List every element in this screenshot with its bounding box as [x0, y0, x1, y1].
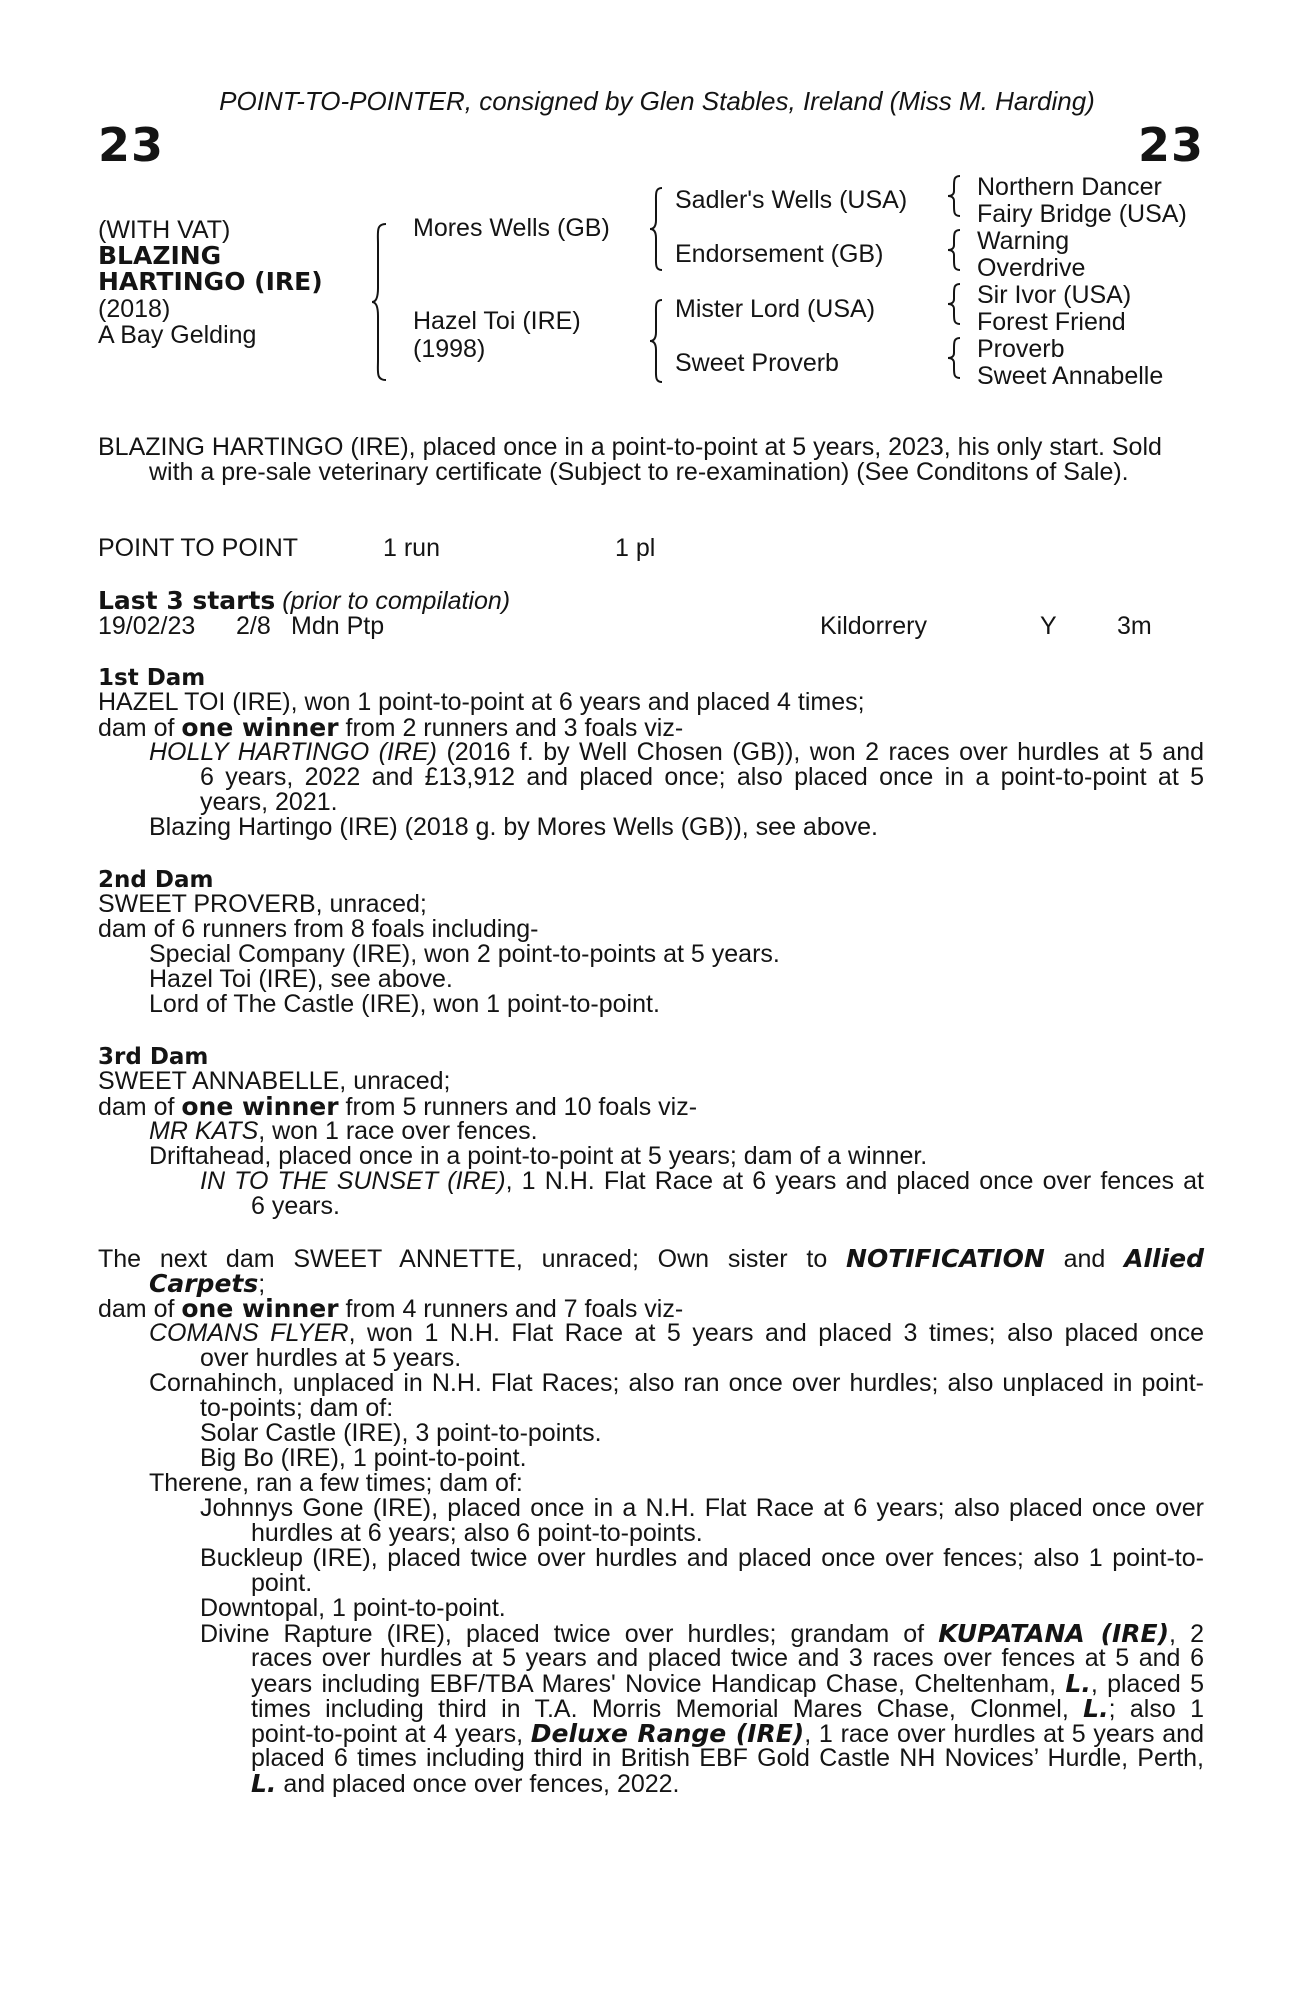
ancestor-g4: Overdrive	[977, 254, 1086, 282]
sunset-line2: 6 years.	[251, 1192, 340, 1220]
comans-line1-rest: , won 1 N.H. Flat Race at 5 years and placed 3 times; also placed once	[348, 1319, 1204, 1347]
solar-castle-line: Solar Castle (IRE), 3 point-to-points.	[200, 1419, 602, 1447]
kupatana-name: KUPATANA (IRE)	[938, 1619, 1170, 1648]
lot-number-left: 23	[98, 118, 165, 172]
catalogue-subtitle: POINT-TO-POINTER, consigned by Glen Stables, Ireland (Miss M. Harding)	[219, 86, 1095, 116]
first-dam-line1: HAZEL TOI (IRE), won 1 point-to-point at 6 years and placed 4 times;	[98, 688, 865, 716]
record-runs: 1 run	[383, 534, 440, 562]
deluxe-range-name: Deluxe Range (IRE)	[530, 1719, 805, 1748]
next-dam-intro: The next dam SWEET ANNETTE, unraced; Own sister to	[98, 1245, 847, 1273]
last-starts-title: Last 3 starts	[98, 586, 276, 615]
sire: Mores Wells (GB)	[413, 214, 610, 242]
start-going: Y	[1040, 612, 1057, 640]
horse-name-line1: BLAZING	[98, 241, 222, 270]
divine-line4-text: times including third in T.A. Morris Memorial Mares Chase, Clonmel,	[251, 1695, 1084, 1723]
vat-note: (WITH VAT)	[98, 216, 231, 244]
holly-line1	[149, 740, 1204, 765]
pedigree-brace-2a	[650, 186, 670, 272]
one-winner-emphasis: one winner	[181, 1092, 339, 1121]
second-dam-line2: dam of 6 runners from 8 foals including-	[98, 915, 539, 943]
in-to-the-sunset-name: IN TO THE SUNSET (IRE)	[200, 1167, 506, 1195]
johnnys-line1: Johnnys Gone (IRE), placed once in a N.H. Flat Race at 6 years; also placed once over	[200, 1494, 1204, 1522]
mr-kats-name: MR KATS	[149, 1117, 259, 1145]
third-dam-line1: SWEET ANNABELLE, unraced;	[98, 1067, 451, 1095]
comans-line1	[149, 1321, 1204, 1346]
divine-line5-end: , 1 race over hurdles at 5 years and	[804, 1720, 1204, 1748]
last-starts-heading	[98, 588, 510, 614]
text-dam-of: dam of	[98, 714, 182, 742]
comans-flyer-name: COMANS FLYER	[149, 1319, 349, 1347]
ancestor-g2: Fairy Bridge (USA)	[977, 200, 1187, 228]
text-runners-foals: from 2 runners and 3 foals viz-	[338, 714, 684, 742]
summary-line1: BLAZING HARTINGO (IRE), placed once in a point-to-point at 5 years, 2023, his only start. Sold	[98, 433, 1162, 461]
allied-name: Allied	[1124, 1244, 1204, 1273]
ancestor-g7: Proverb	[977, 335, 1065, 363]
dam-sire: Mister Lord (USA)	[675, 295, 876, 323]
sunset-line1	[200, 1169, 1204, 1194]
divine-line3-text: years including EBF/TBA Mares' Novice Handicap Chase, Cheltenham,	[251, 1670, 1066, 1698]
last-starts-note: (prior to compilation)	[282, 587, 511, 615]
dam: Hazel Toi (IRE)	[413, 307, 581, 335]
divine-line6: placed 6 times including third in British EBF Gold Castle NH Novices’ Hurdle, Perth,	[251, 1744, 1204, 1772]
pedigree-brace-3a	[948, 174, 964, 218]
divine-line7-end: and placed once over fences, 2022.	[276, 1770, 680, 1798]
holly-line3: years, 2021.	[200, 788, 338, 816]
dam-year: (1998)	[413, 335, 486, 363]
divine-intro: Divine Rapture (IRE), placed twice over hurdles; grandam of	[200, 1620, 939, 1648]
start-date: 19/02/23	[98, 612, 196, 640]
text-dam-of: dam of	[98, 1295, 182, 1323]
lot-number-right: 23	[1137, 118, 1204, 172]
big-bo-line: Big Bo (IRE), 1 point-to-point.	[200, 1444, 527, 1472]
start-position: 2/8	[236, 612, 271, 640]
holly-hartingo-name: HOLLY HARTINGO (IRE)	[149, 738, 437, 766]
buckleup-line2: point.	[251, 1569, 313, 1597]
carpets-name: Carpets	[149, 1269, 259, 1298]
second-dam-heading: 2nd Dam	[98, 867, 214, 893]
divine-line4-end: ; also 1	[1108, 1695, 1205, 1723]
pedigree-brace-3b	[948, 228, 964, 272]
start-course: Kildorrery	[820, 612, 927, 640]
buckleup-line1: Buckleup (IRE), placed twice over hurdles and placed once over fences; also 1 point-to-	[200, 1544, 1204, 1572]
second-dam-item1: Special Company (IRE), won 2 point-to-points at 5 years.	[149, 940, 780, 968]
next-dam-line1	[98, 1246, 1204, 1272]
mr-kats-rest: , won 1 race over fences.	[258, 1117, 538, 1145]
one-winner-emphasis: one winner	[181, 1294, 339, 1323]
record-label: POINT TO POINT	[98, 534, 299, 562]
ancestor-g6: Forest Friend	[977, 308, 1126, 336]
listed-marker: L.	[251, 1769, 277, 1798]
record-placed: 1 pl	[615, 534, 656, 562]
semicolon: ;	[258, 1270, 266, 1298]
horse-description: A Bay Gelding	[98, 321, 257, 349]
holly-line2: 6 years, 2022 and £13,912 and placed once; also placed once in a point-to-point at 5	[200, 763, 1204, 791]
listed-marker: L.	[1083, 1694, 1109, 1723]
sire-dam: Endorsement (GB)	[675, 240, 884, 268]
pedigree-brace-1	[372, 222, 392, 382]
johnnys-line2: hurdles at 6 years; also 6 point-to-points.	[251, 1519, 703, 1547]
foaling-year: (2018)	[98, 295, 171, 323]
text-and: and	[1044, 1245, 1125, 1273]
divine-line3-end: , placed 5	[1090, 1670, 1204, 1698]
divine-line7	[251, 1771, 680, 1797]
text-runners-foals: from 5 runners and 10 foals viz-	[338, 1093, 698, 1121]
second-dam-item3: Lord of The Castle (IRE), won 1 point-to-point.	[149, 990, 660, 1018]
divine-line1-end: , 2	[1169, 1620, 1204, 1648]
dam-dam: Sweet Proverb	[675, 349, 839, 377]
one-winner-emphasis: one winner	[181, 713, 339, 742]
mr-kats-line	[149, 1119, 538, 1144]
divine-line2: races over hurdles at 5 years and placed twice and 3 races over fences at 5 and 6	[251, 1644, 1204, 1672]
cornahinch-line1: Cornahinch, unplaced in N.H. Flat Races; also ran once over hurdles; also unplaced in point-	[149, 1369, 1204, 1397]
third-dam-heading: 3rd Dam	[98, 1044, 209, 1070]
second-dam-line1: SWEET PROVERB, unraced;	[98, 890, 427, 918]
sunset-line1-rest: , 1 N.H. Flat Race at 6 years and placed once over fences at	[505, 1167, 1204, 1195]
ancestor-g8: Sweet Annabelle	[977, 362, 1164, 390]
downtopal-line: Downtopal, 1 point-to-point.	[200, 1594, 506, 1622]
pedigree-brace-3c	[948, 282, 964, 326]
ancestor-g1: Northern Dancer	[977, 173, 1162, 201]
sire-sire: Sadler's Wells (USA)	[675, 186, 908, 214]
start-race-type: Mdn Ptp	[291, 612, 385, 640]
pedigree-brace-3d	[948, 336, 964, 380]
divine-line5-text: point-to-point at 4 years,	[251, 1720, 531, 1748]
listed-marker: L.	[1065, 1669, 1091, 1698]
pedigree-brace-2b	[650, 298, 670, 384]
second-dam-item2: Hazel Toi (IRE), see above.	[149, 965, 453, 993]
driftahead-line: Driftahead, placed once in a point-to-point at 5 years; dam of a winner.	[149, 1142, 928, 1170]
summary-line2: with a pre-sale veterinary certificate (Subject to re-examination) (See Conditons of Sale).	[149, 458, 1129, 486]
text-runners-foals: from 4 runners and 7 foals viz-	[338, 1295, 684, 1323]
text-dam-of: dam of	[98, 1093, 182, 1121]
start-distance: 3m	[1117, 612, 1152, 640]
cornahinch-line2: to-points; dam of:	[200, 1394, 394, 1422]
holly-line1-rest: (2016 f. by Well Chosen (GB)), won 2 races over hurdles at 5 and	[436, 738, 1204, 766]
comans-line2: over hurdles at 5 years.	[200, 1344, 462, 1372]
first-dam-heading: 1st Dam	[98, 665, 206, 691]
ancestor-g3: Warning	[977, 227, 1070, 255]
divine-line3	[251, 1671, 1204, 1697]
notification-name: NOTIFICATION	[846, 1244, 1045, 1273]
ancestor-g5: Sir Ivor (USA)	[977, 281, 1132, 309]
blazing-line: Blazing Hartingo (IRE) (2018 g. by Mores Wells (GB)), see above.	[149, 813, 878, 841]
therene-line: Therene, ran a few times; dam of:	[149, 1469, 523, 1497]
horse-name-line2: HARTINGO (IRE)	[98, 267, 323, 296]
